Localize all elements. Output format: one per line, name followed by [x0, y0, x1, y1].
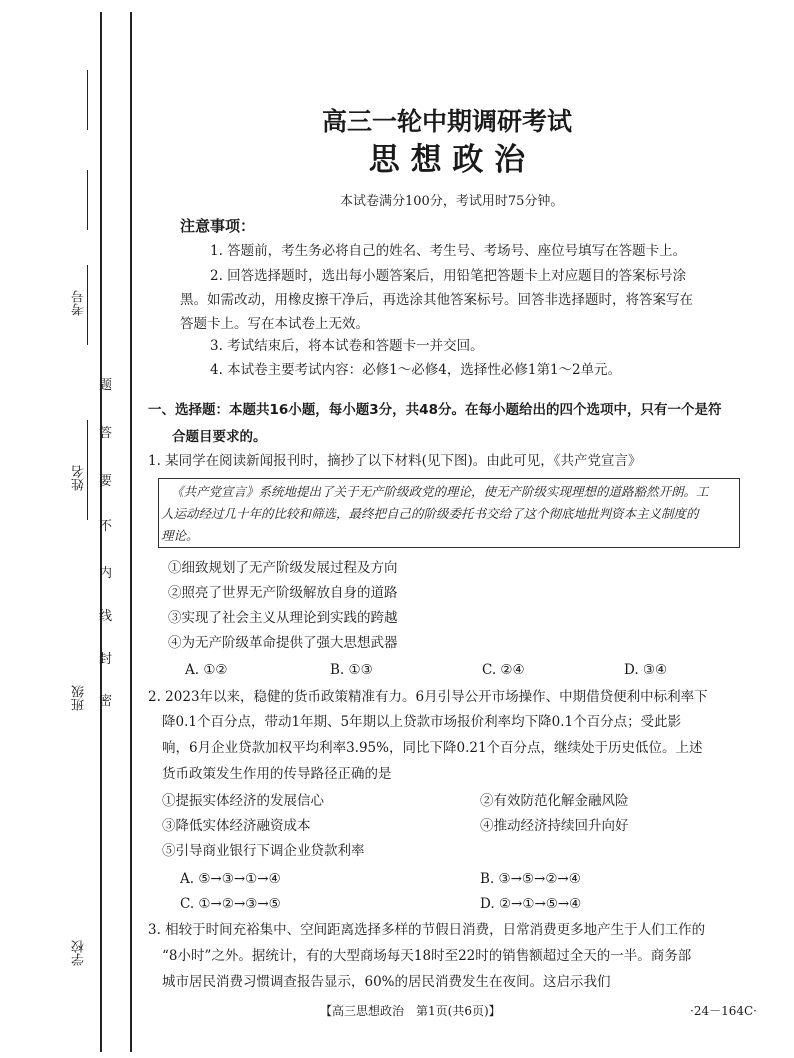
field-xingming: 姓名 [72, 465, 87, 491]
q1-choice-a: A. ①② [185, 662, 228, 678]
q2-item: ⑤引导商业银行下调企业贷款利率 [162, 843, 365, 859]
q3-stem: 3. 相较于时间充裕集中、空间距离选择多样的节假日消费，日常消费更多地产生于人们工作的 [148, 922, 706, 938]
q1-choice-c: C. ②④ [482, 662, 525, 678]
q1-item: ①细致规划了无产阶级发展过程及方向 [168, 560, 398, 576]
notice-line: 1. 答题前，考生务必将自己的姓名、考生号、考场号、座位号填写在答题卡上。 [210, 243, 687, 259]
section-heading: 合题目要求的。 [172, 429, 267, 445]
field-xuexiao: 学校 [72, 940, 87, 966]
q3-stem: “8小时”之外。据统计，有的大型商场每天18时至22时的销售额超过全天的一半。商务部 [162, 948, 692, 964]
q2-choice-c: C. ①→②→③→⑤ [180, 896, 281, 912]
notice-line: 3. 考试结束后，将本试卷和答题卡一并交回。 [210, 338, 484, 354]
q1-material-box [158, 478, 740, 548]
section-heading: 一、选择题：本题共16小题，每小题3分，共48分。在每小题给出的四个选项中，只有一个是符 [148, 402, 722, 418]
field-banji: 班级 [72, 685, 87, 711]
seal-char: 封 [99, 652, 113, 667]
q1-choice-d: D. ③④ [624, 662, 668, 678]
seal-char: 答 [99, 426, 113, 441]
q2-item: ④推动经济持续回升向好 [480, 818, 629, 834]
q2-stem: 2. 2023年以来，稳健的货币政策精准有力。6月引导公开市场操作、中期借贷便利中标利率下 [148, 689, 708, 705]
q1-item: ③实现了社会主义从理论到实践的跨越 [168, 610, 398, 626]
q2-stem: 降0.1个百分点，带动1年期、5年期以上贷款市场报价利率均下降0.1个百分点；受此影 [162, 714, 682, 730]
q2-choice-a: A. ⑤→③→①→④ [180, 871, 281, 887]
seal-char: 题 [99, 378, 113, 393]
q2-item: ①提振实体经济的发展信心 [162, 793, 324, 809]
q1-stem: 1. 某同学在阅读新闻报刊时，摘抄了以下材料(见下图)。由此可见，《共产党宣言》 [148, 453, 642, 469]
q1-choice-b: B. ①③ [330, 662, 373, 678]
field-line-xingming [87, 170, 88, 230]
q2-item: ③降低实体经济融资成本 [162, 818, 311, 834]
subject-title: 思 想 政 治 [368, 142, 526, 178]
q1-item: ②照亮了世界无产阶级解放自身的道路 [168, 585, 398, 601]
notice-line: 黑。如需改动，用橡皮擦干净后，再选涂其他答案标号。回答非选择题时，将答案写在 [180, 292, 693, 308]
seal-char: 线 [99, 609, 113, 624]
q2-item: ②有效防范化解金融风险 [480, 793, 629, 809]
notice-heading: 注意事项： [180, 217, 256, 235]
q1-item: ④为无产阶级革命提供了强大思想武器 [168, 635, 398, 651]
seal-char: 不 [99, 519, 113, 534]
paper-code: ·24－164C· [690, 1004, 757, 1018]
material-line: 理论。 [161, 528, 199, 543]
page-footer: 【高三思想政治 第1页(共6页)】 [320, 1004, 501, 1018]
q2-choice-b: B. ③→⑤→②→④ [480, 871, 581, 887]
exam-title: 高三一轮中期调研考试 [321, 107, 572, 136]
material-line: 人运动经过几十年的比较和筛选，最终把自己的阶级委托书交给了这个彻底地批判资本主义制度的 [161, 506, 699, 521]
field-kaohao: 考号 [72, 290, 87, 316]
notice-line: 2. 回答选择题时，选出每小题答案后，用铅笔把答题卡上对应题目的答案标号涂 [210, 268, 687, 284]
q3-stem: 城市居民消费习惯调查报告显示，60%的居民消费发生在夜间。这启示我们 [162, 974, 611, 990]
material-line: 《共产党宣言》系统地提出了关于无产阶级政党的理论，使无产阶级实现理想的道路豁然开朗。工 [171, 484, 709, 499]
notice-line: 4. 本试卷主要考试内容：必修1～必修4，选择性必修1第1～2单元。 [210, 362, 622, 378]
exam-info: 本试卷满分100分，考试用时75分钟。 [340, 194, 564, 209]
q2-stem: 响，6月企业贷款加权平均利率3.95%，同比下降0.21个百分点，继续处于历史低位。上述 [162, 740, 703, 756]
seal-char: 内 [99, 566, 113, 581]
q2-stem: 货币政策发生作用的传导路径正确的是 [162, 766, 392, 782]
notice-line: 答题卡上。写在本试卷上无效。 [180, 316, 369, 332]
seal-char: 要 [99, 474, 113, 489]
seal-char: 密 [99, 694, 113, 709]
q2-choice-d: D. ②→①→⑤→④ [480, 896, 582, 912]
